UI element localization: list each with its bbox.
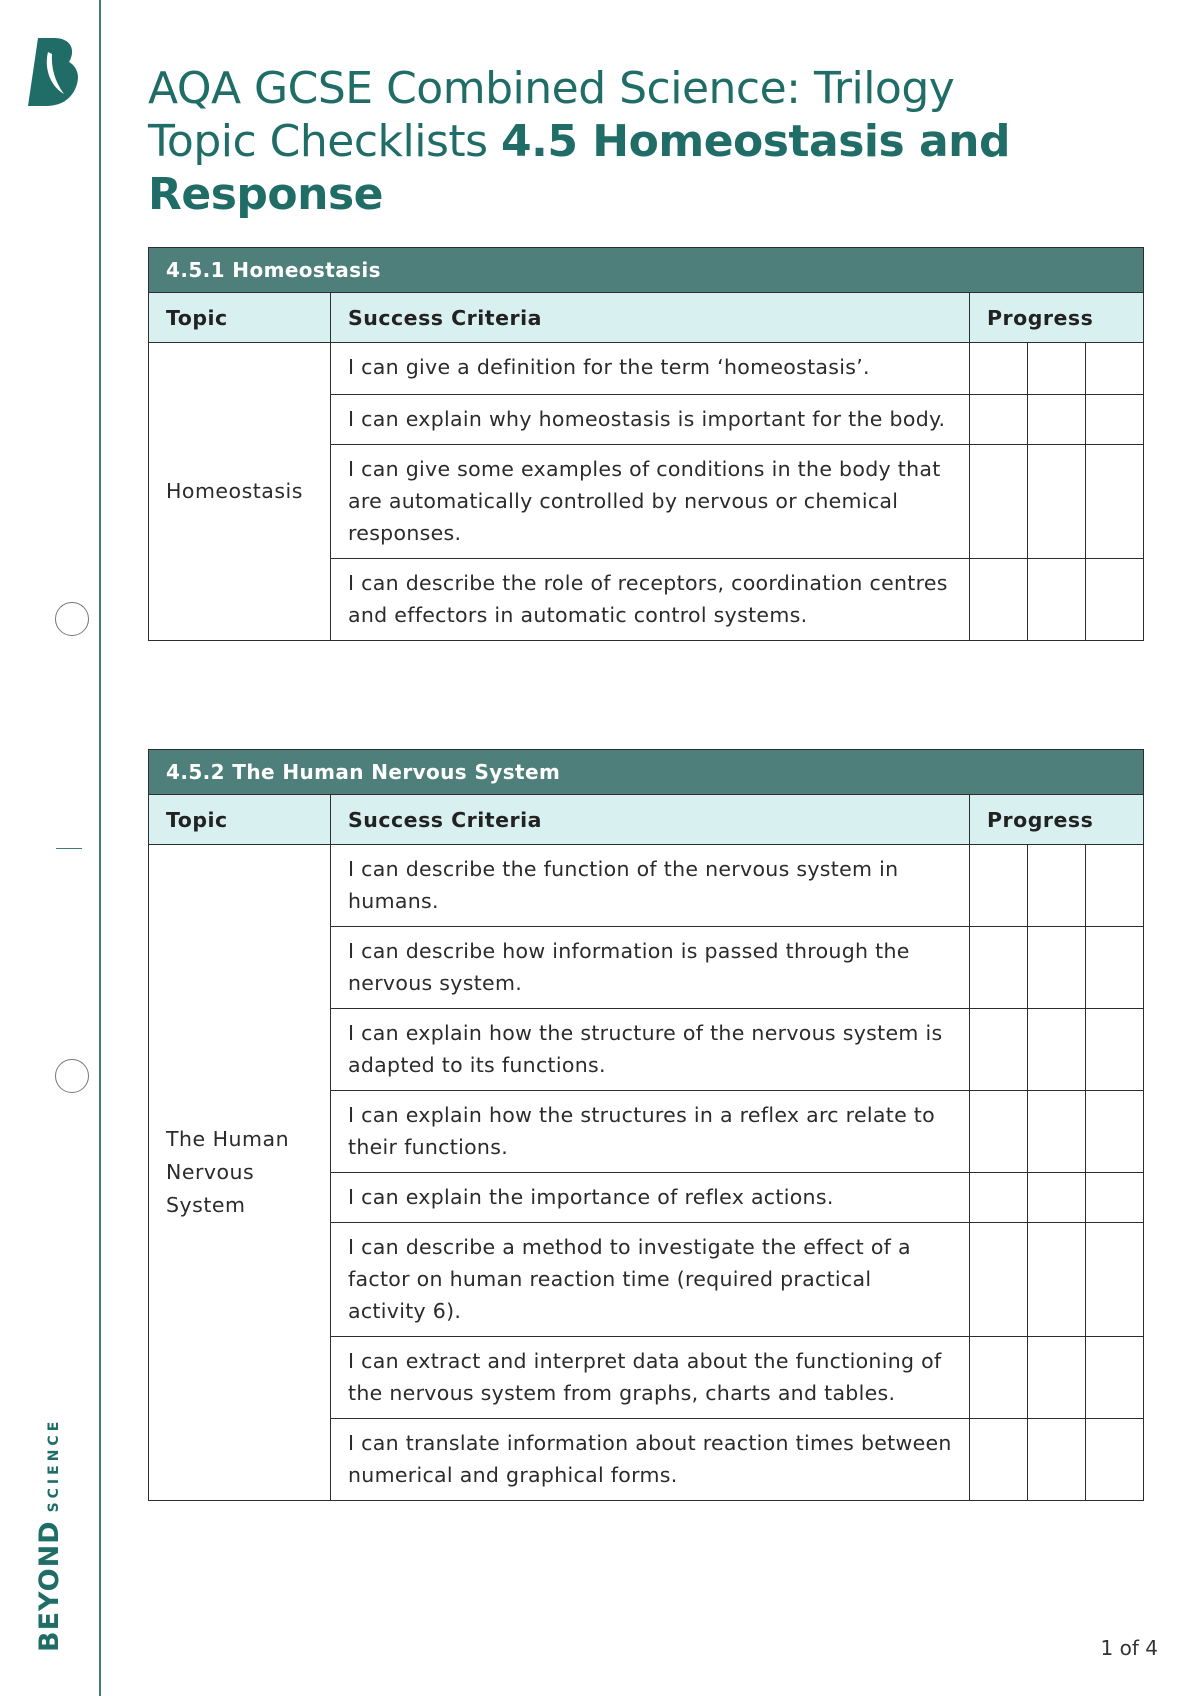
- topic-cell: The Human Nervous System: [149, 845, 331, 1501]
- progress-box[interactable]: [1028, 927, 1086, 1009]
- progress-box[interactable]: [1086, 1337, 1144, 1419]
- criterion-cell: I can explain how the structure of the nervous system is adapted to its functions.: [331, 1009, 970, 1091]
- title-line-1: AQA GCSE Combined Science: Trilogy: [148, 63, 955, 114]
- progress-box[interactable]: [1086, 395, 1144, 445]
- progress-box[interactable]: [970, 1223, 1028, 1337]
- progress-box[interactable]: [1086, 559, 1144, 641]
- progress-box[interactable]: [1028, 1091, 1086, 1173]
- progress-box[interactable]: [1028, 1009, 1086, 1091]
- brand-name-main: BEYOND: [34, 1520, 65, 1652]
- title-line-2-regular: Topic Checklists: [148, 116, 502, 167]
- progress-box[interactable]: [970, 1009, 1028, 1091]
- punch-hole-marker: [55, 602, 89, 636]
- table-row: [149, 845, 1144, 927]
- progress-box[interactable]: [1028, 1173, 1086, 1223]
- progress-box[interactable]: [970, 559, 1028, 641]
- column-header-topic: Topic: [149, 293, 331, 343]
- progress-box[interactable]: [1028, 395, 1086, 445]
- criterion-cell: I can describe how information is passed through the nervous system.: [331, 927, 970, 1009]
- page-title: [148, 62, 1148, 221]
- progress-box[interactable]: [1086, 445, 1144, 559]
- title-line-3-bold: Response: [148, 169, 383, 220]
- progress-box[interactable]: [1086, 1173, 1144, 1223]
- progress-box[interactable]: [1028, 445, 1086, 559]
- progress-box[interactable]: [970, 1337, 1028, 1419]
- progress-box[interactable]: [1086, 1223, 1144, 1337]
- criterion-cell: I can explain why homeostasis is important for the body.: [331, 395, 970, 445]
- progress-box[interactable]: [970, 1419, 1028, 1501]
- criterion-cell: I can give some examples of conditions in the body that are automatically controlled by nervous or chemical responses.: [331, 445, 970, 559]
- progress-box[interactable]: [970, 927, 1028, 1009]
- criterion-cell: I can give a definition for the term ‘homeostasis’.: [331, 343, 970, 395]
- progress-box[interactable]: [1086, 927, 1144, 1009]
- progress-box[interactable]: [1028, 343, 1086, 395]
- margin-line: [99, 0, 101, 1696]
- progress-box[interactable]: [1086, 343, 1144, 395]
- beyond-b-logo-icon: [24, 36, 80, 108]
- progress-box[interactable]: [1028, 845, 1086, 927]
- punch-hole-marker: [55, 1059, 89, 1093]
- progress-box[interactable]: [1086, 1091, 1144, 1173]
- progress-box[interactable]: [1028, 1337, 1086, 1419]
- column-header-success-criteria: Success Criteria: [331, 293, 970, 343]
- progress-box[interactable]: [970, 395, 1028, 445]
- column-header-progress: Progress: [970, 795, 1144, 845]
- column-header-topic: Topic: [149, 795, 331, 845]
- topic-cell: Homeostasis: [149, 343, 331, 641]
- progress-box[interactable]: [970, 1091, 1028, 1173]
- title-line-2-bold: 4.5 Homeostasis and: [501, 116, 1010, 167]
- criterion-cell: I can explain the importance of reflex actions.: [331, 1173, 970, 1223]
- criterion-cell: I can describe the role of receptors, coordination centres and effectors in automatic control systems.: [331, 559, 970, 641]
- progress-box[interactable]: [970, 1173, 1028, 1223]
- table-row: [149, 343, 1144, 395]
- progress-box[interactable]: [1028, 559, 1086, 641]
- progress-box[interactable]: [970, 343, 1028, 395]
- brand-wordmark: [34, 1418, 65, 1652]
- progress-box[interactable]: [970, 845, 1028, 927]
- section-heading: 4.5.2 The Human Nervous System: [149, 750, 1144, 795]
- checklist-table-homeostasis: [148, 247, 1144, 641]
- title-line-3: [148, 168, 1148, 221]
- section-heading: 4.5.1 Homeostasis: [149, 248, 1144, 293]
- progress-box[interactable]: [1086, 1009, 1144, 1091]
- progress-box[interactable]: [1028, 1223, 1086, 1337]
- title-line-2: [148, 115, 1148, 168]
- criterion-cell: I can extract and interpret data about the functioning of the nervous system from graphs, charts and tables.: [331, 1337, 970, 1419]
- progress-box[interactable]: [970, 445, 1028, 559]
- brand-name-sub: SCIENCE: [46, 1417, 62, 1513]
- criterion-cell: I can describe a method to investigate the effect of a factor on human reaction time (required practical activity 6).: [331, 1223, 970, 1337]
- criterion-cell: I can translate information about reaction times between numerical and graphical forms.: [331, 1419, 970, 1501]
- column-header-progress: Progress: [970, 293, 1144, 343]
- margin-fold-mark: [56, 848, 82, 849]
- criterion-cell: I can describe the function of the nervous system in humans.: [331, 845, 970, 927]
- progress-box[interactable]: [1086, 845, 1144, 927]
- checklist-table-nervous-system: [148, 749, 1144, 1501]
- progress-box[interactable]: [1086, 1419, 1144, 1501]
- page-number: 1 of 4: [1100, 1636, 1158, 1660]
- progress-box[interactable]: [1028, 1419, 1086, 1501]
- criterion-cell: I can explain how the structures in a reflex arc relate to their functions.: [331, 1091, 970, 1173]
- column-header-success-criteria: Success Criteria: [331, 795, 970, 845]
